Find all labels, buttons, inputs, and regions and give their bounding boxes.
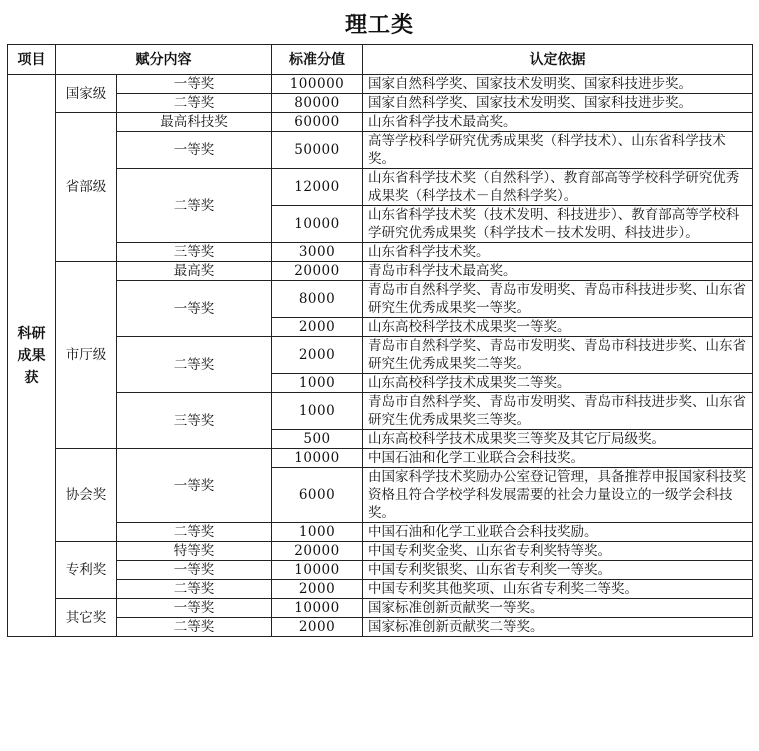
score-cell: 1000 [272,523,363,542]
score-cell: 1000 [272,393,363,430]
score-cell: 20000 [272,542,363,561]
score-cell: 60000 [272,113,363,132]
basis-cell: 山东省科学技术奖（自然科学）、教育部高等学校科学研究优秀成果奖（科学技术－自然科学奖）。 [363,169,753,206]
table-row [8,94,753,113]
score-cell: 10000 [272,561,363,580]
score-cell: 6000 [272,468,363,523]
level-cell: 专利奖 [56,542,117,599]
table-row [8,243,753,262]
grade-cell: 二等奖 [117,580,272,599]
score-cell: 10000 [272,206,363,243]
category-cell [8,75,56,637]
score-cell: 80000 [272,94,363,113]
basis-cell: 中国专利奖银奖、山东省专利奖一等奖。 [363,561,753,580]
page-title: 理工类 [344,13,414,38]
grade-cell: 最高科技奖 [117,113,272,132]
table-row [8,523,753,542]
basis-cell: 山东高校科学技术成果奖三等奖及其它厅局级奖。 [363,430,753,449]
basis-cell: 山东省科学技术最高奖。 [363,113,753,132]
basis-cell: 青岛市自然科学奖、青岛市发明奖、青岛市科技进步奖、山东省研究生优秀成果奖一等奖。 [363,281,753,318]
table-row [8,542,753,561]
score-cell: 1000 [272,374,363,393]
basis-cell: 山东省科学技术奖（技术发明、科技进步）、教育部高等学校科学研究优秀成果奖（科学技术－技术发明、科技进步）。 [363,206,753,243]
basis-cell: 国家自然科学奖、国家技术发明奖、国家科技进步奖。 [363,75,753,94]
grade-cell: 一等奖 [117,132,272,169]
basis-cell: 中国石油和化学工业联合会科技奖励。 [363,523,753,542]
grade-cell: 二等奖 [117,618,272,637]
scoring-table [7,44,753,637]
basis-cell: 山东高校科学技术成果奖二等奖。 [363,374,753,393]
header-project: 项目 [8,45,56,75]
header-basis: 认定依据 [363,45,753,75]
header-content: 赋分内容 [56,45,272,75]
score-cell: 2000 [272,318,363,337]
basis-cell: 中国石油和化学工业联合会科技奖。 [363,449,753,468]
table-row [8,337,753,374]
level-cell: 协会奖 [56,449,117,542]
basis-cell: 中国专利奖金奖、山东省专利奖特等奖。 [363,542,753,561]
score-cell: 20000 [272,262,363,281]
score-cell: 100000 [272,75,363,94]
level-cell: 其它奖 [56,599,117,637]
basis-cell: 高等学校科学研究优秀成果奖（科学技术）、山东省科学技术奖。 [363,132,753,169]
table-row [8,262,753,281]
grade-cell: 三等奖 [117,243,272,262]
score-cell: 500 [272,430,363,449]
score-cell: 3000 [272,243,363,262]
score-cell: 10000 [272,599,363,618]
table-row [8,169,753,206]
grade-cell: 二等奖 [117,94,272,113]
grade-cell: 一等奖 [117,75,272,94]
score-cell: 2000 [272,337,363,374]
grade-cell: 二等奖 [117,523,272,542]
score-cell: 12000 [272,169,363,206]
basis-cell: 国家标准创新贡献奖一等奖。 [363,599,753,618]
basis-cell: 国家标准创新贡献奖二等奖。 [363,618,753,637]
table-row [8,618,753,637]
score-cell: 2000 [272,580,363,599]
grade-cell: 三等奖 [117,393,272,449]
table-row [8,75,753,94]
basis-cell: 山东高校科学技术成果奖一等奖。 [363,318,753,337]
table-row [8,580,753,599]
grade-cell: 一等奖 [117,281,272,337]
basis-cell: 由国家科学技术奖励办公室登记管理，具备推荐申报国家科技奖资格且符合学校学科发展需要的社会力量设立的一级学会科技奖。 [363,468,753,523]
basis-cell: 青岛市自然科学奖、青岛市发明奖、青岛市科技进步奖、山东省研究生优秀成果奖三等奖。 [363,393,753,430]
grade-cell: 二等奖 [117,169,272,243]
basis-cell: 青岛市自然科学奖、青岛市发明奖、青岛市科技进步奖、山东省研究生优秀成果奖二等奖。 [363,337,753,374]
level-cell: 省部级 [56,113,117,262]
score-cell: 8000 [272,281,363,318]
basis-cell: 山东省科学技术奖。 [363,243,753,262]
category-label: 科研成果获 [17,325,46,386]
level-cell: 市厅级 [56,262,117,449]
table-row [8,281,753,318]
table-row [8,599,753,618]
basis-cell: 青岛市科学技术最高奖。 [363,262,753,281]
table-row [8,113,753,132]
basis-cell: 中国专利奖其他奖项、山东省专利奖二等奖。 [363,580,753,599]
score-cell: 50000 [272,132,363,169]
grade-cell: 最高奖 [117,262,272,281]
grade-cell: 一等奖 [117,599,272,618]
score-cell: 10000 [272,449,363,468]
grade-cell: 二等奖 [117,337,272,393]
grade-cell: 一等奖 [117,561,272,580]
header-score: 标准分值 [272,45,363,75]
table-row [8,132,753,169]
table-row [8,561,753,580]
score-cell: 2000 [272,618,363,637]
level-cell: 国家级 [56,75,117,113]
grade-cell: 特等奖 [117,542,272,561]
table-row [8,393,753,430]
table-row [8,449,753,468]
header-row [8,45,753,75]
grade-cell: 一等奖 [117,449,272,523]
basis-cell: 国家自然科学奖、国家技术发明奖、国家科技进步奖。 [363,94,753,113]
